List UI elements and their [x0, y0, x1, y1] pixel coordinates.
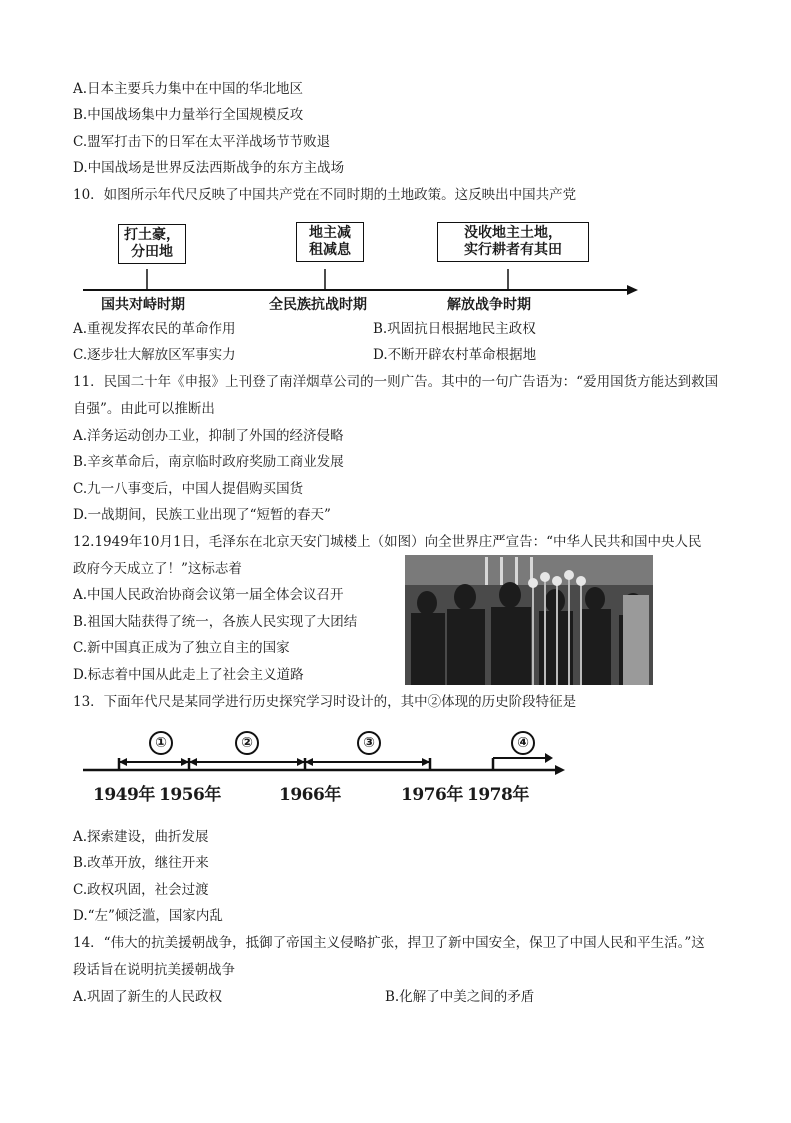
q10-period-2: 全民族抗战时期: [269, 297, 367, 313]
q13-marker-4: ④: [511, 731, 535, 755]
q13-option-d: D.“左”倾泛滥，国家内乱: [73, 908, 223, 924]
q10-option-b: B.巩固抗日根据地民主政权: [373, 321, 536, 337]
founding-ceremony-photo: [405, 555, 653, 685]
q10-period-3: 解放战争时期: [447, 297, 531, 313]
q11-option-c: C.九一八事变后，中国人提倡购买国货: [73, 481, 304, 497]
q11-option-d: D.一战期间，民族工业出现了“短暂的春天”: [73, 507, 331, 523]
q12-option-a: A.中国人民政治协商会议第一届全体会议召开: [73, 587, 344, 603]
q14-option-b: B.化解了中美之间的矛盾: [385, 989, 535, 1005]
q12-stem-line1: 12.1949年10月1日，毛泽东在北京天安门城楼上（如图）向全世界庄严宣告：“中华人民共和国中央人民: [73, 534, 702, 550]
q13-marker-3: ③: [357, 731, 381, 755]
q13-marker-2: ②: [235, 731, 259, 755]
q10-stem: 10．如图所示年代尺反映了中国共产党在不同时期的土地政策。这反映出中国共产党: [73, 187, 577, 203]
q12-option-c: C.新中国真正成为了独立自主的国家: [73, 640, 290, 656]
q13-timeline: [75, 728, 575, 808]
q10-option-a: A.重视发挥农民的革命作用: [73, 321, 236, 337]
q11-stem-line2: 自强”。由此可以推断出: [73, 401, 215, 417]
q13-stem: 13．下面年代尺是某同学进行历史探究学习时设计的，其中②体现的历史阶段特征是: [73, 694, 577, 710]
q14-option-a: A.巩固了新生的人民政权: [73, 989, 223, 1005]
q9-option-b: B.中国战场集中力量举行全国规模反攻: [73, 107, 304, 123]
q10-policy-box-3: [437, 222, 589, 262]
q13-year-1949: 1949年: [93, 785, 155, 805]
founding-ceremony-photo-art: [405, 555, 653, 685]
q14-stem-line2: 段话旨在说明抗美援朝战争: [73, 962, 235, 978]
q10-policy-box-1-text: 打土豪， 分田地: [124, 227, 180, 260]
q14-stem-line1: 14．“伟大的抗美援朝战争，抵御了帝国主义侵略扩张，捍卫了新中国安全，保卫了中国人民和平生活。”这: [73, 935, 705, 951]
q10-policy-box-2: [296, 222, 364, 262]
q13-year-1978: 1978年: [467, 785, 529, 805]
q13-year-1976: 1976年: [401, 785, 463, 805]
q9-option-d: D.中国战场是世界反法西斯战争的东方主战场: [73, 160, 345, 176]
q10-timeline: [75, 212, 645, 312]
q9-option-a: A.日本主要兵力集中在中国的华北地区: [73, 81, 304, 97]
q10-option-d: D.不断开辟农村革命根据地: [373, 347, 537, 363]
q12-option-d: D.标志着中国从此走上了社会主义道路: [73, 667, 304, 683]
q10-policy-box-2-text: 地主减 租减息: [309, 225, 351, 258]
q11-option-a: A.洋务运动创办工业，抑制了外国的经济侵略: [73, 428, 344, 444]
q13-option-a: A.探索建设，曲折发展: [73, 829, 209, 845]
q10-policy-box-3-text: 没收地主土地， 实行耕者有其田: [464, 225, 562, 258]
q9-option-c: C.盟军打击下的日军在太平洋战场节节败退: [73, 134, 331, 150]
q13-option-b: B.改革开放，继往开来: [73, 855, 209, 871]
q12-stem-line2: 政府今天成立了！”这标志着: [73, 561, 242, 577]
q11-option-b: B.辛亥革命后，南京临时政府奖励工商业发展: [73, 454, 344, 470]
q13-year-1966: 1966年: [279, 785, 341, 805]
q13-year-1956: 1956年: [159, 785, 221, 805]
q10-option-c: C.逐步壮大解放区军事实力: [73, 347, 236, 363]
q12-option-b: B.祖国大陆获得了统一，各族人民实现了大团结: [73, 614, 358, 630]
q11-stem-line1: 11．民国二十年《申报》上刊登了南洋烟草公司的一则广告。其中的一句广告语为：“爱用国货方能达到救国: [73, 374, 719, 390]
q10-policy-box-1: [118, 224, 186, 264]
q10-period-1: 国共对峙时期: [101, 297, 185, 313]
q13-option-c: C.政权巩固，社会过渡: [73, 882, 209, 898]
q13-marker-1: ①: [149, 731, 173, 755]
